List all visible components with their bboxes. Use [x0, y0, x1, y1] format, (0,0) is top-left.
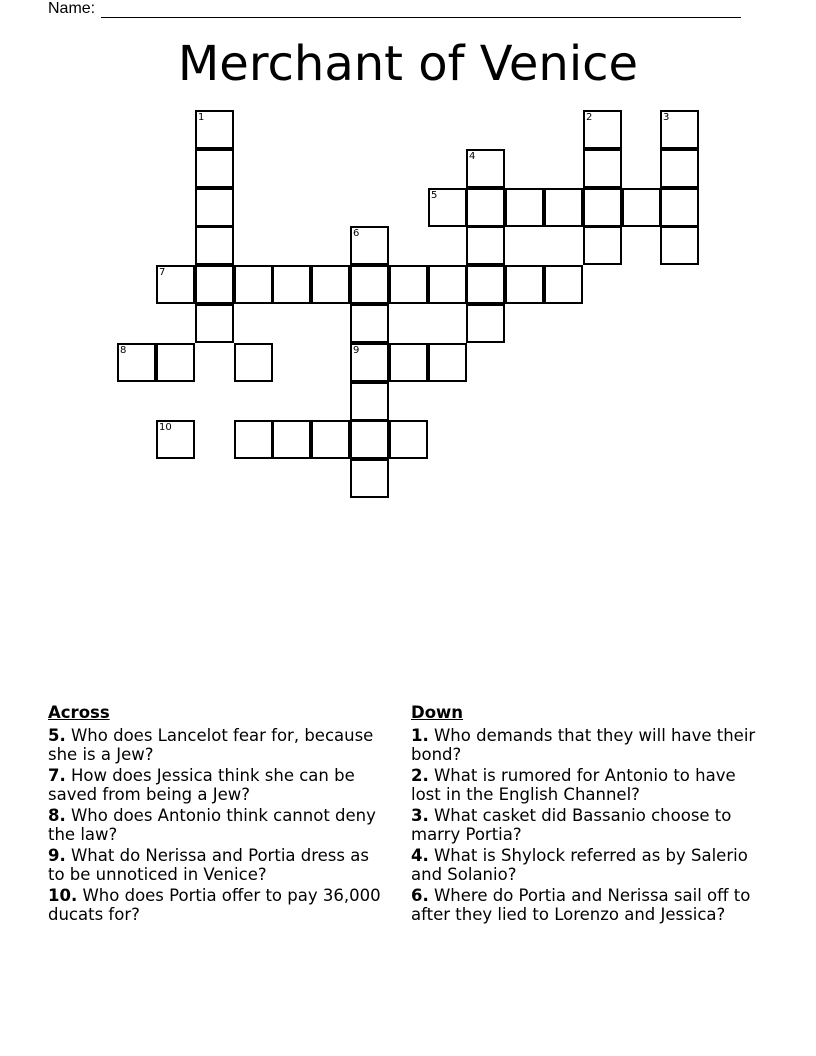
name-label: Name:	[48, 0, 96, 17]
down-clue	[411, 886, 756, 925]
clue-number-label: 9	[353, 345, 360, 356]
grid-cell[interactable]	[234, 343, 273, 382]
down-clues	[411, 703, 756, 926]
clue-text: Where do Portia and Nerissa sail off to after they lied to Lorenzo and Jessica?	[411, 885, 751, 924]
grid-cell[interactable]	[505, 188, 544, 227]
clue-number: 6.	[411, 885, 429, 905]
clue-number: 8.	[48, 805, 66, 825]
grid-cell[interactable]	[272, 265, 311, 304]
grid-cell[interactable]	[660, 226, 699, 265]
clue-text: Who does Portia offer to pay 36,000 ducats for?	[48, 885, 381, 924]
grid-cell[interactable]	[583, 226, 622, 265]
grid-cell[interactable]	[583, 110, 622, 149]
clue-number: 2.	[411, 765, 429, 785]
grid-cell[interactable]	[311, 420, 350, 459]
grid-cell[interactable]	[195, 149, 234, 188]
across-clue	[48, 726, 388, 765]
grid-cell[interactable]	[350, 382, 389, 421]
grid-cell[interactable]	[466, 149, 505, 188]
grid-cell[interactable]	[117, 343, 156, 382]
clue-number-label: 3	[663, 112, 670, 123]
clue-number: 7.	[48, 765, 66, 785]
across-clue	[48, 806, 388, 845]
grid-cell[interactable]	[350, 226, 389, 265]
grid-cell[interactable]	[272, 420, 311, 459]
across-clue	[48, 886, 388, 925]
grid-cell[interactable]	[583, 188, 622, 227]
grid-cell[interactable]	[156, 420, 195, 459]
clue-text: What is rumored for Antonio to have lost in the English Channel?	[411, 765, 736, 804]
grid-cell[interactable]	[389, 343, 428, 382]
grid-cell[interactable]	[583, 149, 622, 188]
clue-number-label: 1	[198, 112, 205, 123]
grid-cell[interactable]	[350, 343, 389, 382]
clue-number-label: 4	[469, 151, 476, 162]
grid-cell[interactable]	[505, 265, 544, 304]
grid-cell[interactable]	[466, 226, 505, 265]
grid-cell[interactable]	[544, 265, 583, 304]
grid-cell[interactable]	[350, 420, 389, 459]
grid-cell[interactable]	[428, 188, 467, 227]
clue-number: 3.	[411, 805, 429, 825]
grid-cell[interactable]	[466, 188, 505, 227]
grid-cell[interactable]	[660, 110, 699, 149]
down-clue	[411, 726, 756, 765]
clue-number-label: 10	[159, 422, 172, 433]
clue-text: What casket did Bassanio choose to marry Portia?	[411, 805, 732, 844]
down-heading: Down	[411, 703, 464, 722]
grid-cell[interactable]	[195, 265, 234, 304]
across-heading: Across	[48, 703, 110, 722]
clue-number-label: 7	[159, 267, 166, 278]
grid-cell[interactable]	[622, 188, 661, 227]
clue-text: Who demands that they will have their bond?	[411, 725, 756, 764]
clue-number: 1.	[411, 725, 429, 745]
clue-text: What do Nerissa and Portia dress as to be unnoticed in Venice?	[48, 845, 369, 884]
across-clue	[48, 766, 388, 805]
grid-cell[interactable]	[311, 265, 350, 304]
grid-cell[interactable]	[428, 343, 467, 382]
name-field[interactable]	[48, 0, 741, 18]
clue-text: What is Shylock referred as by Salerio and Solanio?	[411, 845, 748, 884]
down-clue	[411, 766, 756, 805]
clue-number: 4.	[411, 845, 429, 865]
grid-cell[interactable]	[195, 110, 234, 149]
clue-number-label: 2	[586, 112, 593, 123]
grid-cell[interactable]	[234, 420, 273, 459]
clue-number-label: 5	[431, 190, 438, 201]
clue-number: 10.	[48, 885, 78, 905]
grid-cell[interactable]	[195, 304, 234, 343]
clue-text: Who does Antonio think cannot deny the law?	[48, 805, 376, 844]
clue-number-label: 8	[120, 345, 127, 356]
down-clue	[411, 846, 756, 885]
across-clues	[48, 703, 388, 926]
grid-cell[interactable]	[156, 343, 195, 382]
grid-cell[interactable]	[234, 265, 273, 304]
clue-number: 9.	[48, 845, 66, 865]
clue-number: 5.	[48, 725, 66, 745]
grid-cell[interactable]	[660, 149, 699, 188]
grid-cell[interactable]	[195, 188, 234, 227]
grid-cell[interactable]	[156, 265, 195, 304]
grid-cell[interactable]	[350, 304, 389, 343]
grid-cell[interactable]	[466, 265, 505, 304]
clue-text: Who does Lancelot fear for, because she is a Jew?	[48, 725, 374, 764]
clue-text: How does Jessica think she can be saved from being a Jew?	[48, 765, 355, 804]
down-clue	[411, 806, 756, 845]
grid-cell[interactable]	[350, 459, 389, 498]
grid-cell[interactable]	[195, 226, 234, 265]
page-title: Merchant of Venice	[177, 36, 639, 92]
grid-cell[interactable]	[466, 304, 505, 343]
grid-cell[interactable]	[428, 265, 467, 304]
across-clue	[48, 846, 388, 885]
grid-cell[interactable]	[350, 265, 389, 304]
name-blank-line[interactable]	[101, 3, 741, 18]
grid-cell[interactable]	[660, 188, 699, 227]
grid-cell[interactable]	[389, 265, 428, 304]
grid-cell[interactable]	[544, 188, 583, 227]
grid-cell[interactable]	[389, 420, 428, 459]
clue-number-label: 6	[353, 228, 360, 239]
